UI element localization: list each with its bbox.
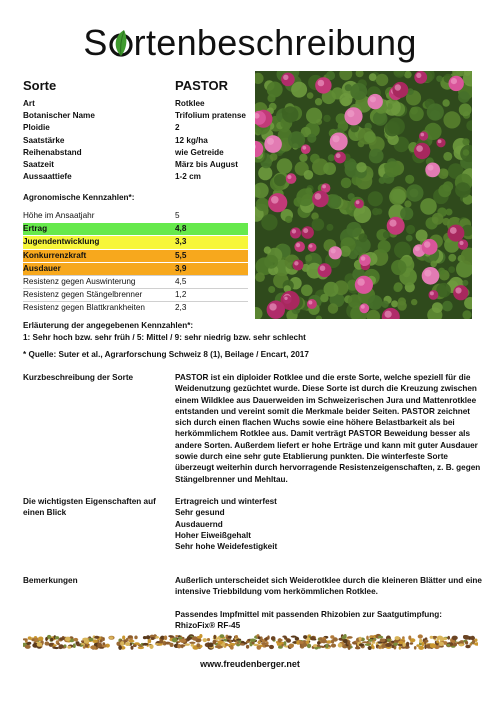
agro-row [23, 249, 248, 262]
property-item: Ertragreich und winterfest [175, 497, 277, 506]
agro-key: Höhe im Ansaatjahr [23, 211, 95, 220]
description-line: sowie durch eine sehr gute Etablierung punkten. Die winterfeste Sorte [175, 452, 448, 462]
agro-key: Konkurrenzkraft [23, 250, 87, 260]
properties-label [23, 496, 156, 519]
attr-key: Aussaattiefe [23, 172, 72, 182]
attr-value: März bis August [175, 159, 238, 169]
agro-key: Ausdauer [23, 263, 61, 273]
agro-key: Jugendentwicklung [23, 237, 100, 247]
attr-value: 1-2 cm [175, 172, 201, 182]
attr-key: Art [23, 99, 35, 108]
attr-key: Botanischer Name [23, 111, 95, 121]
clover-photo [255, 71, 472, 319]
agro-value: 3,3 [175, 237, 187, 247]
properties-label-line: Die wichtigsten Eigenschaften auf [23, 497, 156, 506]
attr-key: Reihenabstand [23, 147, 82, 157]
agro-row [23, 222, 248, 235]
remarks-line: Außerlich unterscheidet sich Weiderotklee durch die kleineren Blätter und eine [175, 576, 482, 585]
description-line: sich durch einen flachen Wuchs sowie eine höhere Belastbarkeit als bei [175, 418, 455, 428]
property-item: Sehr gesund [175, 508, 225, 518]
agro-key: Ertrag [23, 224, 48, 234]
source-note: * Quelle: Suter et al., Agrarforschung Schweiz 8 (1), Beilage / Encart, 2017 [23, 350, 309, 359]
agro-row [23, 210, 248, 222]
agro-value: 4,5 [175, 276, 187, 286]
sorte-value: PASTOR [175, 78, 228, 93]
description-line: herkömmlichem Rotklee aus. Damit verträgt PASTOR Beweidung besser als [175, 429, 470, 439]
agro-key: Resistenz gegen Stängelbrenner [23, 290, 143, 300]
page-title [0, 22, 500, 64]
footer-website-link[interactable]: www.freudenberger.net [200, 659, 300, 669]
legend-scale: 1: Sehr hoch bzw. sehr früh / 5: Mittel / 9: sehr niedrig bzw. sehr schlecht [23, 332, 306, 342]
agro-row [23, 301, 248, 314]
property-item: Sehr hohe Weidefestigkeit [175, 542, 278, 552]
inoculant-line: Passendes Impfmittel mit passenden Rhizobien zur Saatgutimpfung: [175, 609, 443, 619]
leaf-icon [108, 28, 134, 58]
attribute-values [175, 98, 246, 183]
agro-value: 1,2 [175, 290, 187, 300]
title-suffix: rtenbeschreibung [133, 22, 417, 63]
title-prefix: S [83, 22, 108, 63]
remarks-line: intensive Triebbildung vom herkömmlichen Rotklee. [175, 587, 378, 597]
attr-value: Trifolium pratense [175, 111, 246, 121]
attr-value: wie Getreide [175, 147, 224, 157]
agro-row [23, 235, 248, 248]
agro-row [23, 288, 248, 301]
attr-key: Saatstärke [23, 135, 65, 145]
description-line: Stängelbrenner und Mehltau. [175, 474, 288, 484]
remarks-text [175, 575, 482, 631]
agro-value: 5,5 [175, 250, 187, 260]
description-line: überzeugt weiterhin durch hervorragende Resistenzeigenschaften, z. B. gegen [175, 463, 481, 473]
attr-key: Saatzeit [23, 159, 54, 169]
properties-list [175, 496, 475, 552]
property-item: Hoher Eiweißgehalt [175, 530, 251, 540]
inoculant-product: RhizoFix® RF-45 [175, 620, 241, 630]
agro-key: Resistenz gegen Blattkrankheiten [23, 303, 145, 313]
seed-grain-strip [23, 633, 478, 651]
description-line: andere Sorten. Außerdem liefert er hohe Erträge und kann mit guter Ausdauer [175, 440, 478, 450]
agro-value: 4,8 [175, 224, 187, 234]
legend-heading: Erläuterung der angegebenen Kennzahlen*: [23, 321, 194, 330]
description-line: einem Wildklee aus Dauerweiden im Schweizerischen Jura und Mattenrotklee [175, 395, 477, 405]
attr-value: 12 kg/ha [175, 135, 208, 145]
agro-value: 5 [175, 211, 180, 220]
description-text [175, 372, 481, 485]
agro-heading: Agronomische Kennzahlen*: [23, 193, 135, 202]
properties-label-line: einen Blick [23, 508, 67, 518]
agro-value: 2,3 [175, 303, 187, 313]
agro-key: Resistenz gegen Auswinterung [23, 276, 136, 286]
description-line: entstanden und vereint somit die Merkmale beider Seiten. PASTOR zeichnet [175, 406, 470, 416]
description-line: Weidenutzung gezüchtet wurde. Diese Sorte ist durch die Kreuzung zwischen [175, 384, 477, 394]
remarks-label: Bemerkungen [23, 576, 78, 585]
agro-table [23, 210, 248, 315]
property-item: Ausdauernd [175, 519, 223, 529]
attr-value: Rotklee [175, 99, 205, 108]
attr-key: Ploidie [23, 123, 50, 133]
attr-value: 2 [175, 123, 180, 133]
attribute-keys [23, 98, 95, 183]
agro-value: 3,9 [175, 263, 187, 273]
description-line: PASTOR ist ein diploider Rotklee und die erste Sorte, welche speziell für die [175, 373, 471, 382]
agro-row [23, 262, 248, 275]
sorte-label: Sorte [23, 78, 57, 93]
legend-explanation [23, 320, 306, 343]
description-label: Kurzbeschreibung der Sorte [23, 373, 134, 382]
agro-row [23, 275, 248, 288]
